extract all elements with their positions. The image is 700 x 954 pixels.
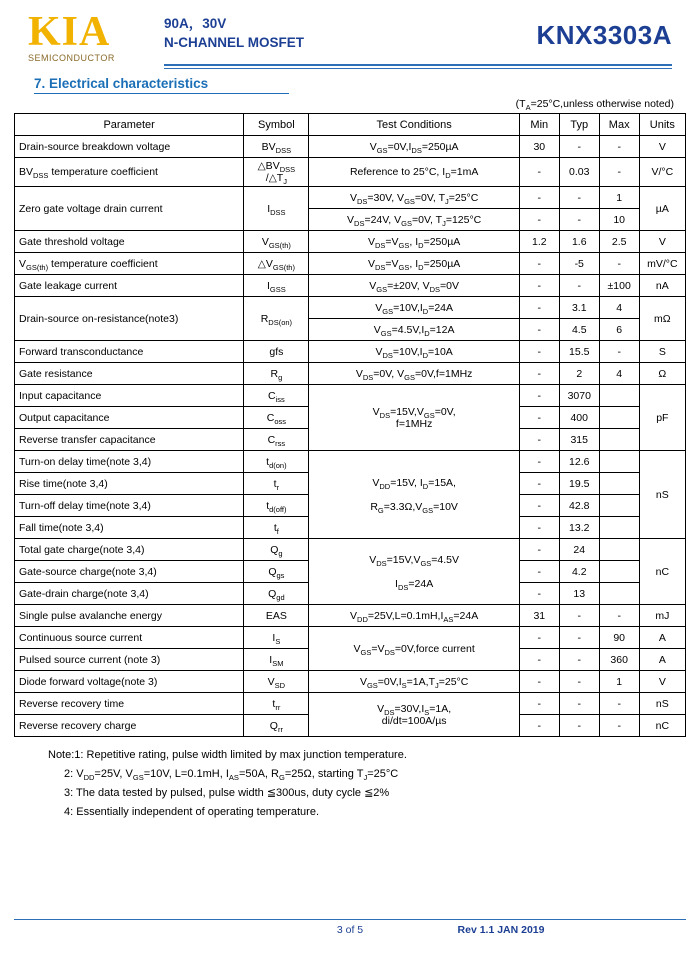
cell-min: - [519, 517, 559, 539]
cell-symbol: $V_{SD}$ [244, 671, 309, 693]
cell-condition: $V_{DS}=15V,V_{GS}=4.5V$ $I_{DS}=24A$ [309, 539, 519, 605]
table-row [15, 605, 686, 627]
test-condition-note: ($T_A=25^\circ C,unless$ otherwise noted) [515, 98, 674, 113]
table-row [15, 451, 686, 473]
revision-label: Rev 1.1 JAN 2019 [457, 924, 545, 936]
cell-max [599, 517, 639, 539]
cell-unit: A [639, 627, 685, 649]
table-row [15, 693, 686, 715]
cell-max: 1 [599, 671, 639, 693]
cell-max [599, 407, 639, 429]
cell-min: - [519, 363, 559, 385]
section-underline [34, 93, 289, 94]
cell-symbol: $I_{GSS}$ [244, 275, 309, 297]
cell-typ: 19.5 [559, 473, 599, 495]
spec-line-2: N-CHANNEL MOSFET [164, 35, 304, 50]
cell-condition: $V_{DS}=0V$, $V_{GS}=0V,f=1MHz$ [309, 363, 519, 385]
cell-symbol: $I_S$ [244, 627, 309, 649]
cell-max: 4 [599, 297, 639, 319]
cell-symbol: $R_{DS(on)}$ [244, 297, 309, 341]
cell-unit: mV/°C [639, 253, 685, 275]
cell-parameter: Fall time(note 3,4) [15, 517, 244, 539]
cell-unit: µA [639, 187, 685, 231]
th-symbol: Symbol [244, 114, 309, 136]
cell-max [599, 429, 639, 451]
cell-symbol: $BV_{DSS}$ [244, 136, 309, 158]
cell-max: - [599, 158, 639, 187]
cell-min: - [519, 451, 559, 473]
cell-typ: -5 [559, 253, 599, 275]
cell-typ: 2 [559, 363, 599, 385]
cell-symbol: $C_{rss}$ [244, 429, 309, 451]
cell-symbol: $t_{d(on)}$ [244, 451, 309, 473]
cell-max [599, 451, 639, 473]
cell-condition: $V_{DS}=V_{GS}$, $I_D=250\mu A$ [309, 253, 519, 275]
note-4: 4: Essentially independent of operating temperature. [64, 806, 319, 818]
notes-block [48, 746, 686, 822]
cell-typ: - [559, 605, 599, 627]
section-title [34, 76, 686, 91]
header-rule [164, 64, 672, 69]
cell-condition: $V_{DS}=30V,I_S=1A$, di/dt=100A/µs [309, 693, 519, 737]
cell-typ: - [559, 649, 599, 671]
cell-min: - [519, 407, 559, 429]
cell-min: - [519, 385, 559, 407]
header-rule-thin [164, 68, 672, 69]
cell-typ: - [559, 187, 599, 209]
cell-condition: $V_{GS}=10V,I_D=24A$ [309, 297, 519, 319]
cell-symbol: $Q_g$ [244, 539, 309, 561]
cell-parameter: Total gate charge(note 3,4) [15, 539, 244, 561]
table-header-row [15, 114, 686, 136]
note-2: 2: $V_{DD}=25V$, $V_{GS}=10V$, L=0.1mH, $I_{AS}=50A$, $R_G=25\Omega$, starting $T_J=25^\circ C$ [64, 768, 399, 783]
cell-condition: $V_{DD}=15V$, $I_D=15A$, $R_G=3.3\Omega,V_{GS}=10V$ [309, 451, 519, 539]
cell-typ: - [559, 275, 599, 297]
table-row [15, 385, 686, 407]
cell-max: 360 [599, 649, 639, 671]
cell-parameter: Reverse recovery charge [15, 715, 244, 737]
cell-max [599, 473, 639, 495]
cell-condition: $V_{DS}=10V,I_D=10A$ [309, 341, 519, 363]
cell-unit: Ω [639, 363, 685, 385]
cell-typ: - [559, 693, 599, 715]
cell-max [599, 539, 639, 561]
cell-typ: 12.6 [559, 451, 599, 473]
cell-max: - [599, 715, 639, 737]
section-title-text: . Electrical characteristics [41, 76, 209, 91]
page-number: 3 of 5 [336, 924, 364, 936]
page-footer [14, 919, 686, 940]
cell-unit: mΩ [639, 297, 685, 341]
cell-condition: Reference to 25°C, $I_D=1mA$ [309, 158, 519, 187]
cell-condition: $V_{GS}=0V,I_S=1A,T_J=25^\circ C$ [309, 671, 519, 693]
cell-symbol: $t_{d(off)}$ [244, 495, 309, 517]
cell-min: 30 [519, 136, 559, 158]
cell-max [599, 385, 639, 407]
cell-max: - [599, 341, 639, 363]
cell-min: - [519, 187, 559, 209]
cell-symbol: $t_r$ [244, 473, 309, 495]
cell-symbol: $\triangle BV_{DSS}$ $/\triangle T_J$ [244, 158, 309, 187]
cell-typ: - [559, 715, 599, 737]
cell-unit: V/°C [639, 158, 685, 187]
cell-max: - [599, 605, 639, 627]
cell-parameter: Drain-source breakdown voltage [15, 136, 244, 158]
cell-parameter: Forward transconductance [15, 341, 244, 363]
table-row [15, 297, 686, 319]
cell-parameter: Diode forward voltage(note 3) [15, 671, 244, 693]
table-row [15, 136, 686, 158]
cell-typ: 13 [559, 583, 599, 605]
cell-condition: $V_{GS}=0V,I_{DS}=250\mu A$ [309, 136, 519, 158]
cell-typ: 24 [559, 539, 599, 561]
logo-text: KIA [28, 9, 111, 55]
table-row [15, 231, 686, 253]
cell-symbol: $t_f$ [244, 517, 309, 539]
cell-max [599, 583, 639, 605]
cell-parameter: Turn-off delay time(note 3,4) [15, 495, 244, 517]
cell-min: - [519, 341, 559, 363]
cell-symbol: EAS [244, 605, 309, 627]
cell-min: - [519, 158, 559, 187]
section-number: 7 [34, 76, 42, 91]
cell-symbol: gfs [244, 341, 309, 363]
cell-parameter: Turn-on delay time(note 3,4) [15, 451, 244, 473]
cell-parameter: Pulsed source current (note 3) [15, 649, 244, 671]
cell-parameter: Output capacitance [15, 407, 244, 429]
cell-max: 2.5 [599, 231, 639, 253]
table-row [15, 539, 686, 561]
cell-parameter: Zero gate voltage drain current [15, 187, 244, 231]
table-row [15, 363, 686, 385]
cell-min: - [519, 495, 559, 517]
th-units: Units [639, 114, 685, 136]
cell-typ: 1.6 [559, 231, 599, 253]
cell-parameter: Drain-source on-resistance(note3) [15, 297, 244, 341]
cell-typ: - [559, 627, 599, 649]
part-spec-summary [164, 14, 304, 52]
cell-min: - [519, 627, 559, 649]
cell-condition: $V_{GS}=\pm 20V$, $V_{DS}=0V$ [309, 275, 519, 297]
cell-min: - [519, 561, 559, 583]
table-row [15, 187, 686, 209]
cell-min: - [519, 429, 559, 451]
cell-unit: mJ [639, 605, 685, 627]
cell-min: - [519, 671, 559, 693]
cell-unit: V [639, 136, 685, 158]
cell-max: 6 [599, 319, 639, 341]
cell-unit: A [639, 649, 685, 671]
cell-typ: - [559, 209, 599, 231]
cell-condition: $V_{DS}=24V$, $V_{GS}=0V$, $T_J=125^\circ C$ [309, 209, 519, 231]
table-row [15, 253, 686, 275]
cell-typ: 4.5 [559, 319, 599, 341]
cell-min: - [519, 693, 559, 715]
cell-min: - [519, 583, 559, 605]
cell-unit: V [639, 231, 685, 253]
cell-min: - [519, 209, 559, 231]
cell-unit: nC [639, 539, 685, 605]
cell-max: - [599, 253, 639, 275]
electrical-characteristics-table [14, 113, 686, 737]
cell-unit: pF [639, 385, 685, 451]
cell-symbol: $C_{oss}$ [244, 407, 309, 429]
spec-line-1: 90A，30V [164, 16, 227, 31]
cell-min: - [519, 275, 559, 297]
cell-min: - [519, 539, 559, 561]
th-max: Max [599, 114, 639, 136]
cell-condition: $V_{DS}=30V$, $V_{GS}=0V$, $T_J=25^\circ C$ [309, 187, 519, 209]
cell-condition: $V_{GS}=V_{DS}=0V,force$ current [309, 627, 519, 671]
cell-symbol: $t_{rr}$ [244, 693, 309, 715]
table-row [15, 275, 686, 297]
table-row [15, 671, 686, 693]
cell-unit: nS [639, 451, 685, 539]
cell-symbol: $\triangle V_{GS(th)}$ [244, 253, 309, 275]
cell-max: 4 [599, 363, 639, 385]
cell-unit: V [639, 671, 685, 693]
cell-typ: 42.8 [559, 495, 599, 517]
cell-condition: $V_{DS}=15V,V_{GS}=0V$, f=1MHz [309, 385, 519, 451]
cell-parameter: Continuous source current [15, 627, 244, 649]
note-1: Note:1: Repetitive rating, pulse width limited by max junction temperature. [48, 749, 407, 761]
cell-max: 10 [599, 209, 639, 231]
part-number: KNX3303A [536, 20, 672, 50]
cell-typ: 3.1 [559, 297, 599, 319]
table-row [15, 341, 686, 363]
cell-parameter: Gate leakage current [15, 275, 244, 297]
cell-min: - [519, 297, 559, 319]
cell-parameter: $V_{GS(th)}$ temperature coefficient [15, 253, 244, 275]
th-min: Min [519, 114, 559, 136]
page-header [14, 0, 686, 72]
cell-parameter: Rise time(note 3,4) [15, 473, 244, 495]
cell-parameter: Gate-drain charge(note 3,4) [15, 583, 244, 605]
cell-unit: nA [639, 275, 685, 297]
cell-symbol: $Q_{rr}$ [244, 715, 309, 737]
cell-condition: $V_{DD}=25V,L=0.1mH,I_{AS}=24A$ [309, 605, 519, 627]
cell-min: - [519, 715, 559, 737]
cell-parameter: Reverse transfer capacitance [15, 429, 244, 451]
cell-symbol: $Q_{gs}$ [244, 561, 309, 583]
cell-parameter: Gate-source charge(note 3,4) [15, 561, 244, 583]
cell-typ: 0.03 [559, 158, 599, 187]
cell-unit: nC [639, 715, 685, 737]
cell-parameter: Reverse recovery time [15, 693, 244, 715]
cell-parameter: Gate resistance [15, 363, 244, 385]
cell-parameter: Single pulse avalanche energy [15, 605, 244, 627]
cell-unit: nS [639, 693, 685, 715]
cell-max: - [599, 136, 639, 158]
cell-unit: S [639, 341, 685, 363]
cell-max: - [599, 693, 639, 715]
cell-min: 1.2 [519, 231, 559, 253]
cell-typ: 400 [559, 407, 599, 429]
cell-min: 31 [519, 605, 559, 627]
cell-parameter: Input capacitance [15, 385, 244, 407]
table-row [15, 627, 686, 649]
cell-max: 1 [599, 187, 639, 209]
cell-typ: 315 [559, 429, 599, 451]
cell-condition: $V_{DS}=V_{GS}$, $I_D=250\mu A$ [309, 231, 519, 253]
footer-rule [14, 919, 686, 920]
th-parameter: Parameter [15, 114, 244, 136]
note-3: 3: The data tested by pulsed, pulse width ≦300us, duty cycle ≦2% [64, 787, 390, 799]
cell-typ: 4.2 [559, 561, 599, 583]
cell-symbol: $I_{SM}$ [244, 649, 309, 671]
cell-max [599, 561, 639, 583]
cell-typ: - [559, 671, 599, 693]
cell-parameter: Gate threshold voltage [15, 231, 244, 253]
logo-subtitle: SEMICONDUCTOR [28, 53, 115, 63]
cell-symbol: $I_{DSS}$ [244, 187, 309, 231]
table-row [15, 158, 686, 187]
cell-typ: 15.5 [559, 341, 599, 363]
cell-max: 90 [599, 627, 639, 649]
cell-min: - [519, 319, 559, 341]
cell-symbol: $Q_{gd}$ [244, 583, 309, 605]
cell-symbol: $V_{GS(th)}$ [244, 231, 309, 253]
cell-min: - [519, 253, 559, 275]
cell-typ: - [559, 136, 599, 158]
cell-symbol: $C_{iss}$ [244, 385, 309, 407]
cell-typ: 13.2 [559, 517, 599, 539]
cell-min: - [519, 473, 559, 495]
cell-min: - [519, 649, 559, 671]
cell-condition: $V_{GS}=4.5V,I_D=12A$ [309, 319, 519, 341]
th-test-conditions: Test Conditions [309, 114, 519, 136]
header-rule-thick [164, 64, 672, 66]
cell-max [599, 495, 639, 517]
cell-symbol: $R_g$ [244, 363, 309, 385]
cell-typ: 3070 [559, 385, 599, 407]
company-logo [28, 9, 168, 63]
th-typ: Typ [559, 114, 599, 136]
cell-parameter: $BV_{DSS}$ temperature coefficient [15, 158, 244, 187]
cell-max: ±100 [599, 275, 639, 297]
